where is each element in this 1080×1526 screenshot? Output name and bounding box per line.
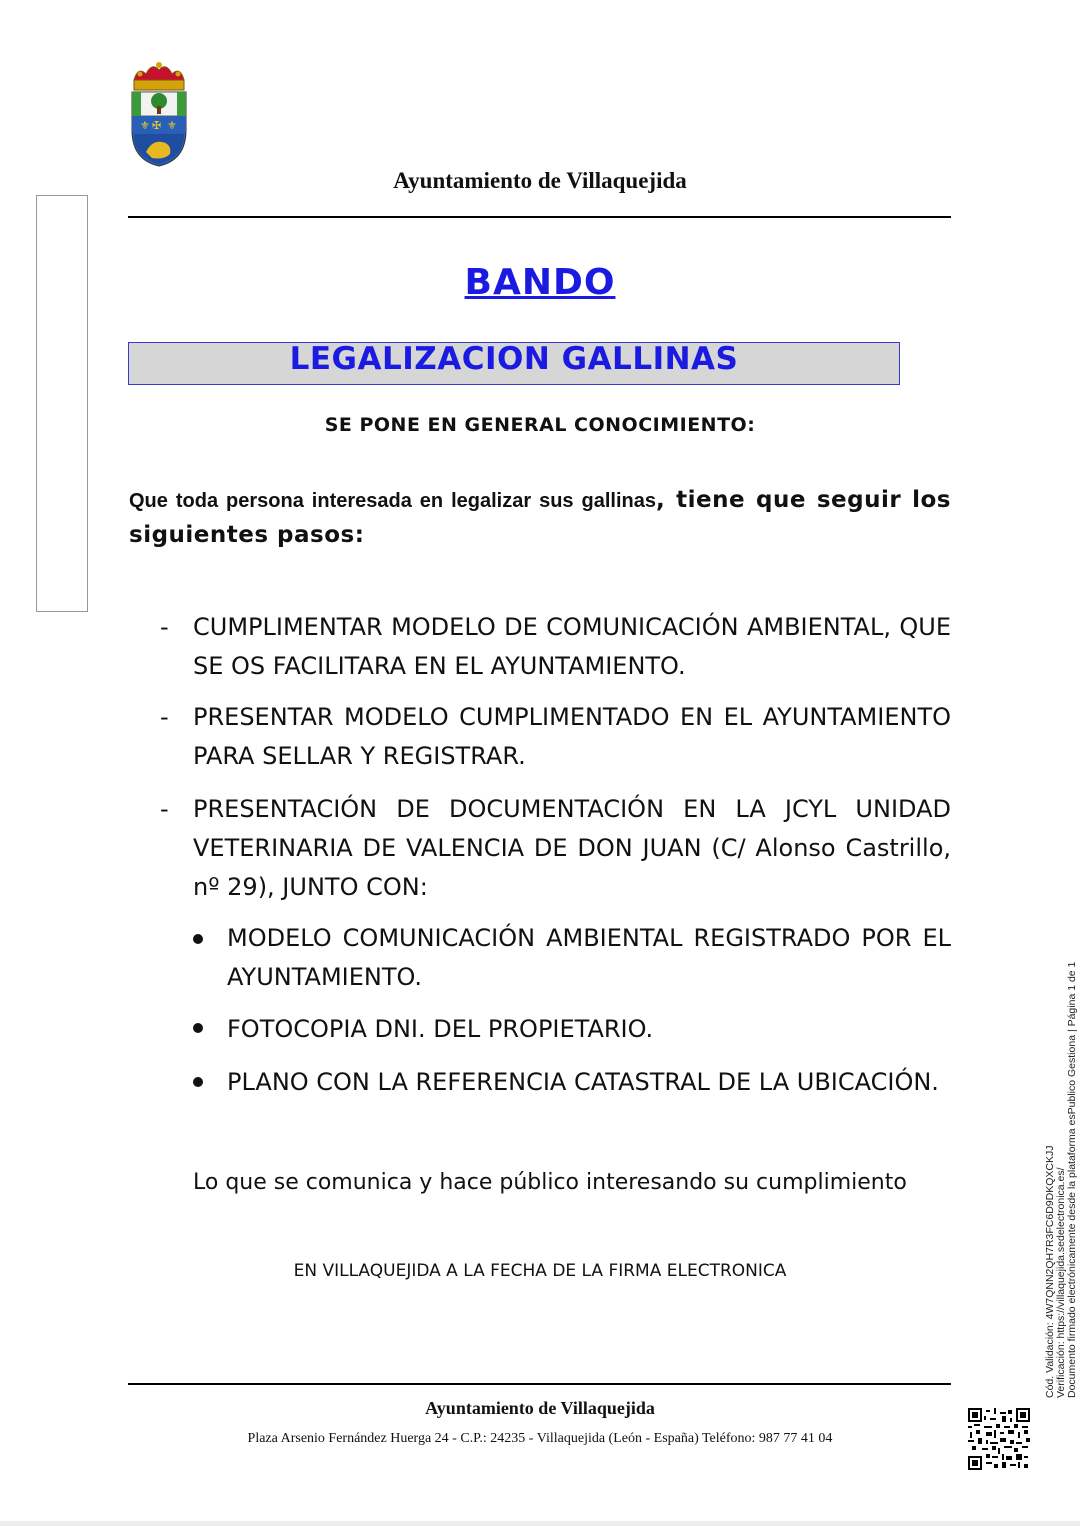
subject-title: LEGALIZACION GALLINAS: [289, 341, 739, 377]
step-item: CUMPLIMENTAR MODELO DE COMUNICACIÓN AMBIENTAL, QUE SE OS FACILITARA EN EL AYUNTAMIENTO.: [193, 613, 951, 680]
bullet-item: PLANO CON LA REFERENCIA CATASTRAL DE LA UBICACIÓN.: [227, 1068, 939, 1096]
step-item: PRESENTACIÓN DE DOCUMENTACIÓN EN LA JCYL UNIDAD VETERINARIA DE VALENCIA DE DON JUAN (C/ Alonso Castrillo, nº 29), JUNTO CON:: [193, 795, 951, 901]
header-divider: [128, 216, 951, 218]
footer-divider: [128, 1383, 951, 1385]
coat-of-arms-icon: [126, 60, 192, 170]
intro-part-2: , tiene que seguir los siguientes pasos:: [129, 487, 951, 548]
intro-part-1: Que toda persona interesada en legalizar sus gallinas: [129, 490, 656, 512]
step-item: PRESENTAR MODELO CUMPLIMENTADO EN EL AYUNTAMIENTO PARA SELLAR Y REGISTRAR.: [193, 703, 951, 770]
validation-text: [1045, 962, 1078, 1398]
notice-heading: SE PONE EN GENERAL CONOCIMIENTO:: [324, 414, 756, 436]
footer-address: Plaza Arsenio Fernández Huerga 24 - C.P.: 24235 - Villaquejida (León - España) Teléfono: 987 77 41 04: [247, 1431, 833, 1446]
svg-text:✠: ✠: [152, 119, 162, 132]
bullet-icon: [193, 1077, 203, 1087]
header-title: Ayuntamiento de Villaquejida: [393, 168, 687, 193]
validation-note: Documento firmado electrónicamente desde la plataforma esPublico Gestiona | Página 1 de 1: [1066, 961, 1078, 1398]
intro-paragraph: [129, 484, 951, 554]
bottom-edge: [0, 1521, 1080, 1526]
svg-text:⚜: ⚜: [140, 119, 150, 132]
qr-code-icon: [968, 1408, 1030, 1470]
margin-box: [36, 195, 88, 612]
svg-text:⚜: ⚜: [167, 119, 177, 132]
step-dash: -: [160, 795, 169, 823]
validation-url: Verificación: https://villaquejida.sedelectronica.es/: [1055, 1167, 1067, 1398]
document-title: BANDO: [464, 262, 616, 303]
place-date: EN VILLAQUEJIDA A LA FECHA DE LA FIRMA ELECTRONICA: [293, 1261, 787, 1281]
validation-code: Cód. Validación: 4W7QNN2QH7R3FC6D9DKQXCKJJ: [1044, 1145, 1056, 1398]
step-dash: -: [160, 613, 169, 641]
bullet-item: FOTOCOPIA DNI. DEL PROPIETARIO.: [227, 1015, 654, 1043]
closing-text: Lo que se comunica y hace público interesando su cumplimiento: [193, 1170, 907, 1195]
step-dash: -: [160, 703, 169, 731]
footer-title: Ayuntamiento de Villaquejida: [425, 1398, 655, 1418]
bullet-item: MODELO COMUNICACIÓN AMBIENTAL REGISTRADO POR EL AYUNTAMIENTO.: [227, 924, 951, 991]
bullet-icon: [193, 934, 203, 944]
bullet-icon: [193, 1023, 203, 1033]
